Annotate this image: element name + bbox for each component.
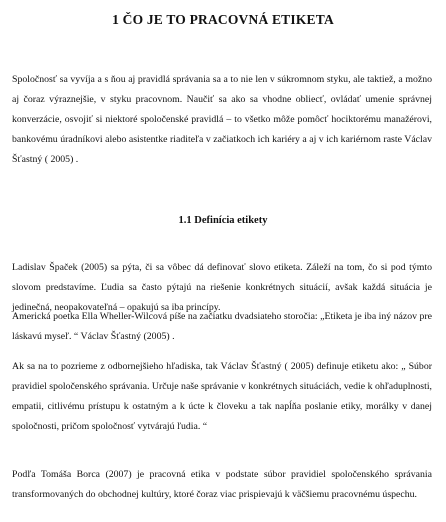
paragraph-stastny-definition: Ak sa na to pozrieme z odbornejšieho hľadiska, tak Václav Šťastný ( 2005) definuje etiketu ako: „ Súbor pravidiel spoločenského správania. Určuje naše správanie v konkrétnych situáciách, vedie k ohľaduplnosti, empatii, citlivému prístupu k ostatným a k úcte k človeku a tak napĺňa poslanie etiky, morálky v danej spoločnosti, pričom spoločnosť vytvárajú ľudia. “ — [12, 361, 432, 432]
intro-paragraph: Spoločnosť sa vyvíja a s ňou aj pravidlá správania sa a to nie len v súkromnom styku, ale taktiež, a možno aj čoraz výraznejšie, v styku pracovnom. Naučiť sa ako sa vhodne obliecť, ovládať umenie správnej konverzácie, osvojiť si niektoré spoločenské pravidlá – to všetko môže pomôcť hociktorému manažérovi, bankovému úradníkovi alebo asistentke riaditeľa v začiatkoch ich kariéry a aj v ich kariérnom raste Václav Šťastný ( 2005) . — [12, 74, 432, 165]
section-title: 1.1 Definícia etikety — [178, 215, 268, 226]
chapter-title: 1 ČO JE TO PRACOVNÁ ETIKETA — [112, 12, 334, 27]
paragraph-borec: Podľa Tomáša Borca (2007) je pracovná etika v podstate súbor pravidiel spoločenského správania transformovaných do obchodnej kultúry, ktoré čoraz viac prispievajú k väčšiemu pracovnému úspechu. — [12, 469, 432, 500]
paragraph-spacek: Ladislav Špaček (2005) sa pýta, či sa vôbec dá definovať slovo etiketa. Záleží na tom, čo si pod týmto slovom predstavíme. Ľudia sa často pýtajú na riešenie konkrétnych situácií, avšak každá situácia je jedinečná, neopakovateľná – opakujú sa iba princípy. — [12, 262, 432, 313]
paragraph-wilcox-quote: Americká poetka Ella Wheller-Wilcová píše na začiatku dvadsiateho storočia: „Etiketa je iba iný názov pre láskavú myseľ. “ Václav Šťastný (2005) . — [12, 311, 432, 342]
